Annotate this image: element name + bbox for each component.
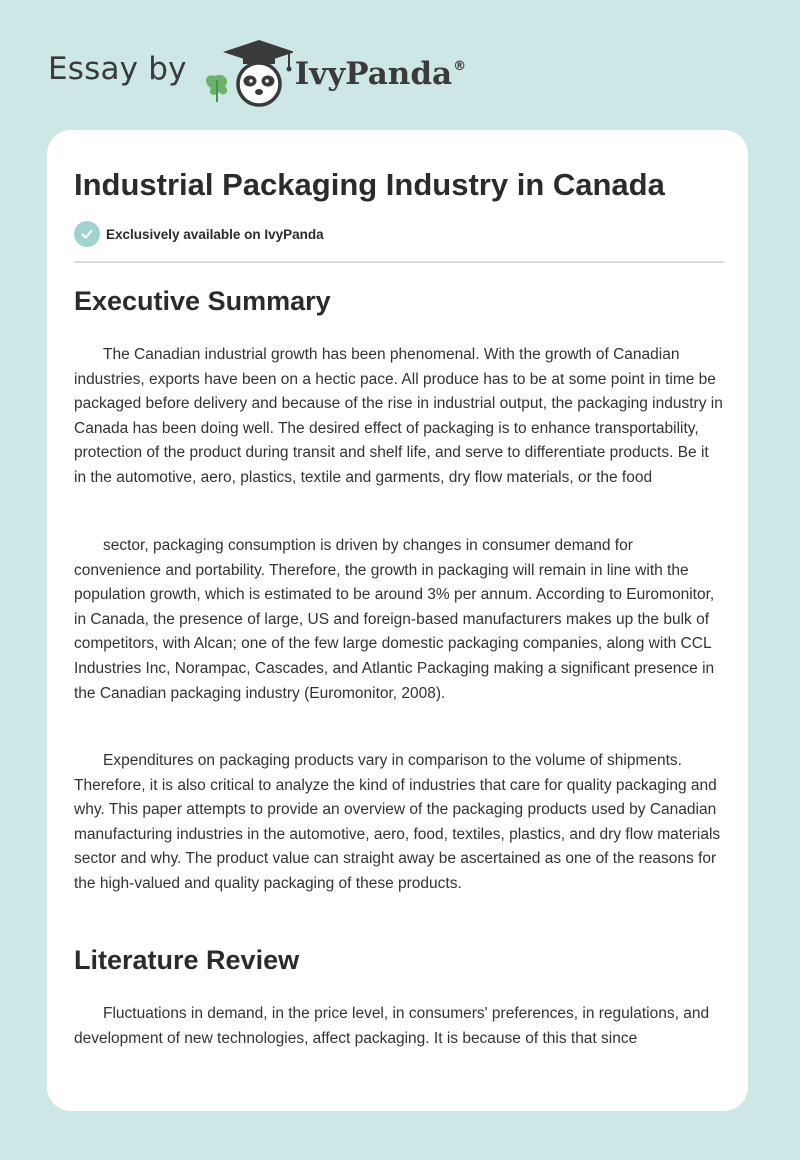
paragraph: sector, packaging consumption is driven by changes in consumer demand for convenience and portability. Therefore, the growth in packaging will remain in line with the population growth, which is estimated to be around 3% per annum. According to Euromonitor, in Canada, the presence of large, US and foreign-based manufacturers makes up the bulk of competitors, with Alcan; one of the few large domestic packaging companies, along with CCL Industries Inc, Norampac, Cascades, and Atlantic Packaging making a significant presence in the Canadian packaging industry (Euromonitor, 2008). [74,537,715,702]
essay-title: Industrial Packaging Industry in Canada [74,167,665,202]
site-header [0,0,800,130]
registered-mark: ® [453,58,467,74]
exclusive-badge [74,221,324,247]
panda-graduation-cap-icon [201,36,293,108]
paragraph: Expenditures on packaging products vary in comparison to the volume of shipments. Therefore, it is also critical to analyze the kind of industries that care for quality packaging and why. This paper attempts to provide an overview of the packaging products used by Canadian manufacturing industries in the automotive, aero, food, textiles, plastics, and dry flow materials sector and why. The product value can straight away be ascertained as one of the reasons for the high-valued and quality packaging of these products. [74,752,721,892]
checkmark-icon [74,221,100,247]
exclusive-badge-text: Exclusively available on IvyPanda [106,226,324,242]
logo-brand: IvyPanda [294,56,453,92]
paragraph: Fluctuations in demand, in the price level, in consumers' preferences, in regulations, and development of new technologies, affect packaging. It is because of this that since [74,1005,710,1047]
title-divider [74,261,724,263]
paragraph: The Canadian industrial growth has been phenomenal. With the growth of Canadian industries, exports have been on a hectic pace. All produce has to be at some point in time be packaged before delivery and because of the rise in industrial output, the packaging industry in Canada has been doing well. The desired effect of packaging is to enhance transportability, protection of the product during transit and shelf life, and serve to differentiate products. Be it in the automotive, aero, plastics, textile and garments, dry flow materials, or the food [74,346,723,486]
ivypanda-logo[interactable] [48,36,466,108]
section-heading-executive-summary: Executive Summary [74,286,331,316]
section-heading-literature-review: Literature Review [74,945,300,975]
logo-prefix: Essay by [48,51,187,87]
essay-card [47,130,748,1111]
